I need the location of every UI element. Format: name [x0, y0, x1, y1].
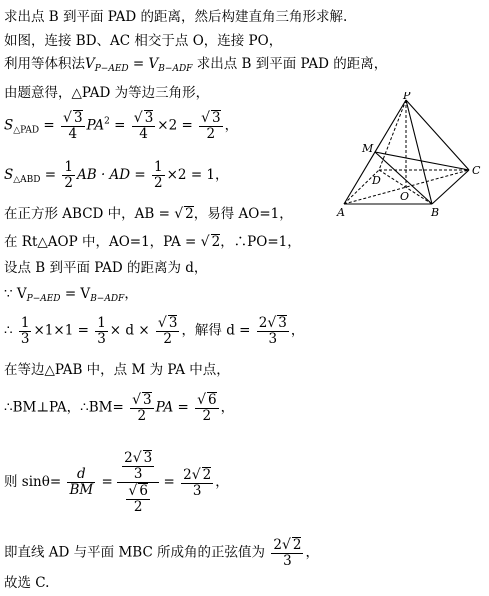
text: ，: [215, 474, 229, 490]
text: 在 Rt△AOP 中，AO=1，PA =: [4, 234, 201, 250]
denominator: 4: [68, 126, 78, 142]
coefficient: 2: [258, 315, 268, 331]
fraction: [62, 160, 75, 191]
superscript: 2: [104, 116, 110, 127]
denominator: 2: [154, 175, 163, 191]
numerator: 1: [154, 159, 163, 175]
fraction: [67, 467, 95, 498]
radicand: 3: [143, 450, 153, 466]
text: ，: [224, 117, 239, 134]
fraction: $\frac{√ 3}{4}$: [133, 110, 154, 142]
text: 求出点 B 到平面 PAD 的距离，: [192, 56, 388, 72]
text: 利用等体积法: [4, 56, 85, 72]
edge-pb: [406, 100, 432, 204]
line-connect: 如图，连接 BD、AC 相交于点 O，连接 PO，: [4, 33, 283, 49]
line-conclusion: [4, 537, 319, 569]
fraction: [152, 160, 165, 191]
fraction: $\frac{2√ 3}{3}$: [258, 315, 287, 347]
text: × d ×: [109, 322, 154, 339]
denominator: 2: [137, 408, 147, 424]
fraction: $\frac{2√ 2}{3}$: [273, 537, 302, 569]
var-s: S: [4, 167, 14, 183]
denominator: 3: [192, 482, 202, 499]
equals: =: [97, 474, 118, 490]
compound-fraction: [117, 450, 159, 515]
denominator: 2: [64, 175, 74, 191]
text: AB · AD =: [77, 167, 151, 183]
radicand: 2: [202, 466, 212, 483]
line-answer: 故选 C.: [4, 575, 50, 591]
radicand: 3: [212, 110, 221, 126]
denominator: 2: [202, 408, 212, 424]
equals: =: [40, 167, 61, 183]
fraction: $\frac{√ 6}{2}$: [128, 483, 148, 515]
numerator: 1: [20, 314, 30, 331]
label-m: M: [362, 142, 374, 155]
line-equilateral: 由题意得，△PAD 为等边三角形，: [4, 85, 210, 101]
denominator: 3: [268, 331, 278, 347]
var-v: V: [148, 56, 159, 72]
denominator: 3: [97, 330, 106, 347]
coefficient: 2: [183, 466, 192, 483]
fraction: $\frac{√ 6}{2}$: [197, 392, 217, 424]
denominator: 4: [139, 126, 148, 142]
fraction: [19, 316, 32, 347]
text: ，∴PO=1，: [220, 234, 301, 250]
fraction: $\frac{√ 3}{2}$: [201, 110, 221, 142]
text: ，: [305, 544, 319, 561]
radicand: 2: [185, 206, 194, 222]
line-square: 在正方形 ABCD 中，AB = √ 2，易得 AO=1，: [4, 206, 293, 222]
fraction: $\frac{√ 3}{4}$: [63, 110, 83, 142]
fraction: $\frac{√ 3}{2}$: [132, 392, 152, 424]
subscript: B−ADF: [90, 294, 125, 304]
text: ×2 =: [157, 117, 198, 134]
radicand: 3: [144, 110, 154, 126]
subscript: B−ADF: [158, 64, 193, 74]
denominator: BM: [69, 482, 94, 498]
line-because-volume: [4, 285, 138, 308]
subscript: P−AED: [94, 64, 129, 74]
equals: =: [39, 117, 60, 134]
var-s: S: [4, 117, 14, 134]
radicand: 3: [73, 110, 83, 126]
text: ∵ V: [4, 286, 27, 302]
line-right-triangle: 在 Rt△AOP 中，AO=1，PA = √ 2，∴PO=1，: [4, 234, 301, 250]
line-area-pad: [4, 110, 238, 142]
line-set-distance: 设点 B 到平面 PAD 的距离为 d，: [4, 260, 208, 276]
line-intro: 求出点 B 到平面 PAD 的距离，然后构建直角三角形求解.: [4, 9, 348, 25]
equals: =: [159, 474, 180, 490]
subscript: △ABD: [13, 175, 41, 185]
pyramid-figure: [334, 92, 484, 220]
line-bm: [4, 392, 234, 424]
coefficient: 2: [273, 537, 282, 553]
equals: =: [128, 56, 149, 72]
text: ，: [290, 322, 305, 339]
text: ，: [124, 286, 138, 302]
text: 则 sinθ=: [4, 474, 62, 490]
label-p: P: [403, 92, 411, 102]
radicand: 3: [168, 315, 178, 331]
text: 在正方形 ABCD 中，AB =: [4, 206, 175, 222]
line-sin-theta: [4, 450, 229, 515]
fraction: $\frac{√ 3}{2}$: [157, 315, 178, 347]
denominator: 3: [20, 330, 30, 347]
radicand: 6: [139, 483, 148, 499]
denominator: 3: [133, 466, 143, 482]
text: ，易得 AO=1，: [193, 206, 293, 222]
fraction: $\frac{2√ 2}{3}$: [183, 466, 212, 499]
label-a: A: [337, 206, 345, 219]
fraction: [95, 316, 108, 347]
line-midpoint: 在等边△PAB 中，点 M 为 PA 中点，: [4, 362, 230, 378]
denominator: 2: [133, 499, 143, 515]
subscript: △PAD: [13, 125, 40, 136]
denominator: 2: [163, 331, 172, 347]
label-c: C: [472, 164, 481, 177]
line-equal-volume: [4, 55, 387, 78]
text: ∴: [4, 322, 17, 339]
radicand: 2: [211, 234, 221, 250]
text: ∴BM⊥PA，∴BM=: [4, 399, 124, 416]
label-d: D: [372, 174, 381, 187]
equals: =: [109, 117, 130, 134]
text: ×2 = 1，: [166, 167, 229, 183]
text: ，: [220, 399, 235, 416]
denominator: 3: [283, 553, 292, 569]
radicand: 3: [278, 315, 287, 331]
label-o: O: [400, 190, 410, 203]
radicand: 6: [208, 392, 217, 408]
text: = V: [60, 286, 91, 302]
label-b: B: [431, 206, 440, 219]
radicand: 2: [292, 537, 302, 553]
fraction: $\frac{2√ 3}{3}$: [124, 450, 153, 482]
numerator: 1: [64, 159, 74, 175]
radicand: 3: [143, 392, 152, 408]
var-v: V: [85, 56, 95, 72]
text: ×1×1 =: [33, 322, 94, 339]
numerator: d: [67, 467, 95, 483]
text: PA =: [155, 399, 194, 416]
text: ，解得 d =: [181, 322, 255, 339]
numerator: 1: [97, 314, 106, 331]
line-solve-d: [4, 315, 304, 347]
line-area-abd: [4, 160, 229, 191]
subscript: P−AED: [26, 294, 61, 304]
var-pa: PA: [86, 117, 105, 134]
coefficient: 2: [124, 450, 133, 466]
denominator: 2: [206, 126, 216, 142]
text: 即直线 AD 与平面 MBC 所成角的正弦值为: [4, 544, 266, 561]
